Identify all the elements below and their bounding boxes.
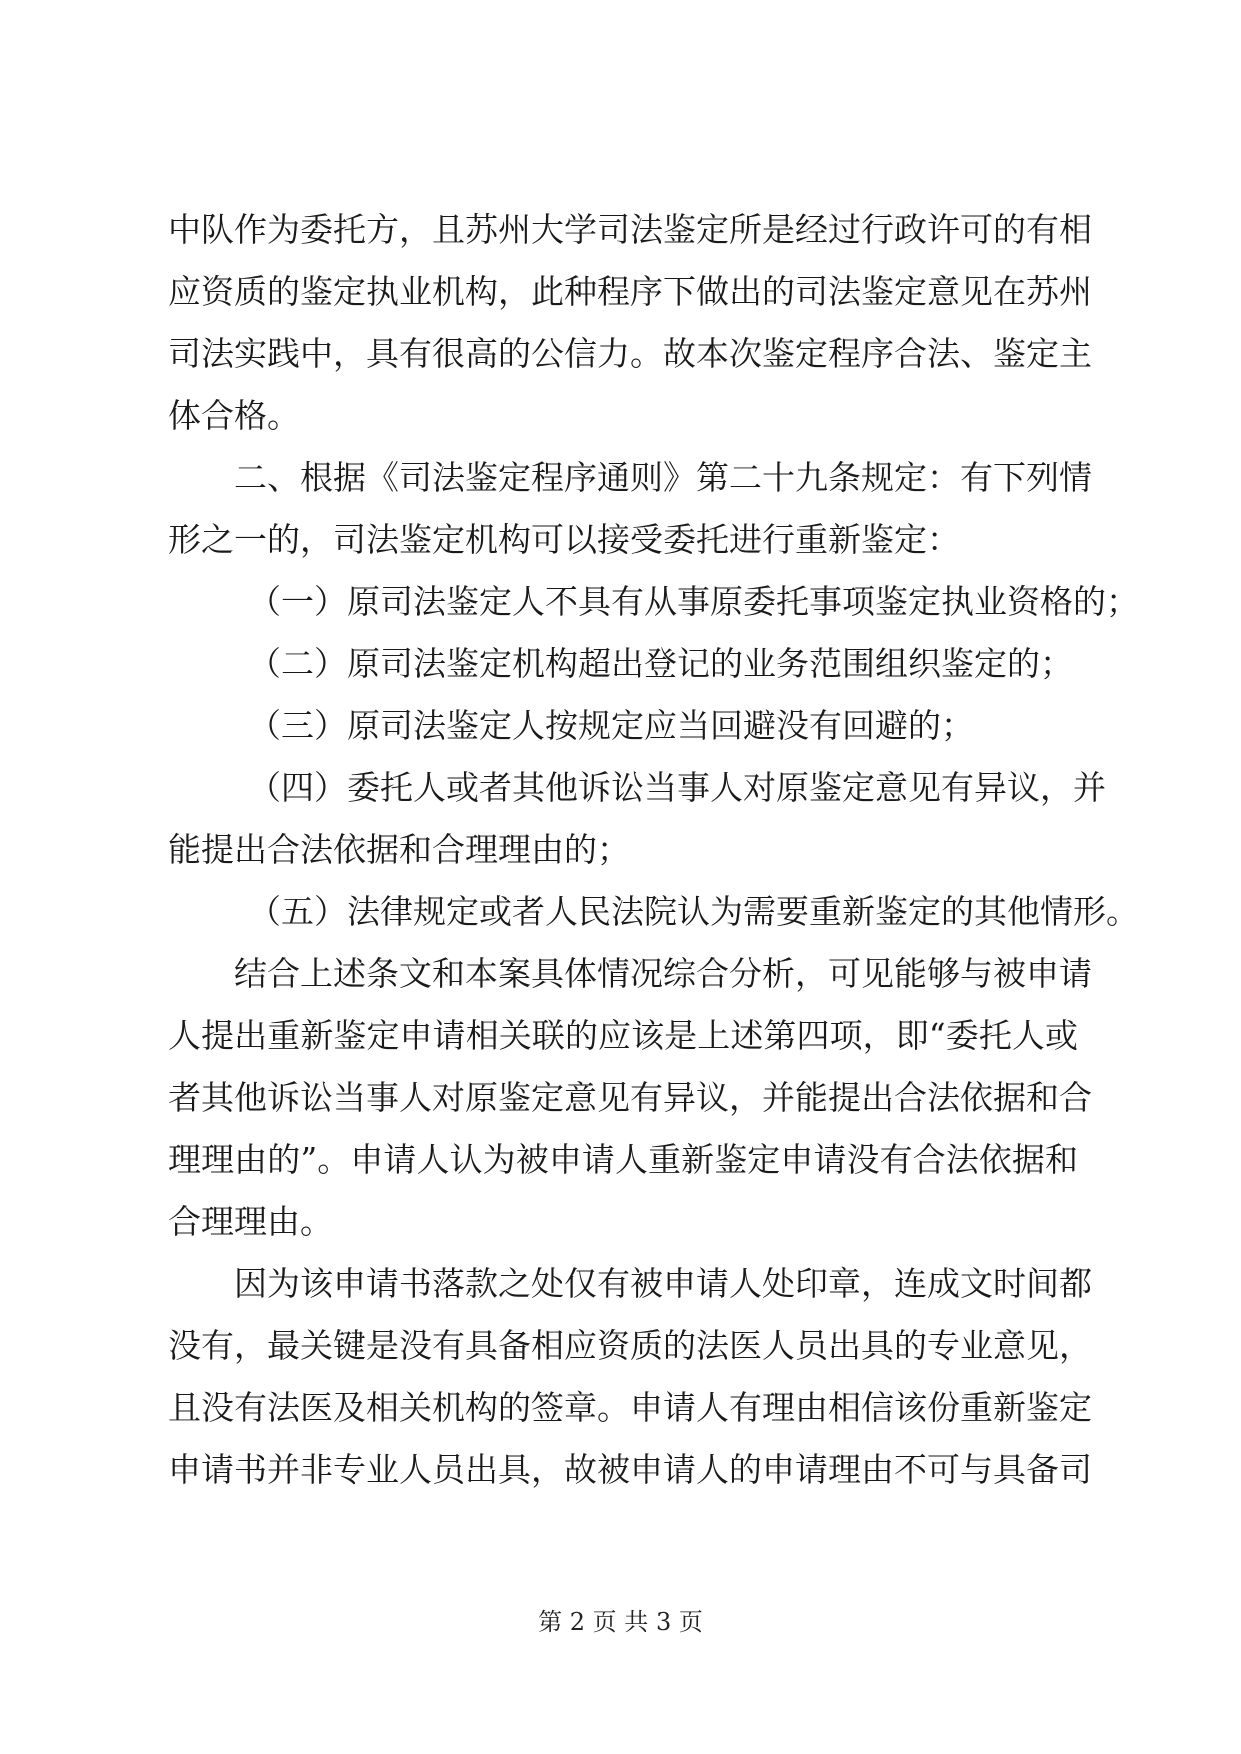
list-item: （三）原司法鉴定人按规定应当回避没有回避的；: [248, 706, 974, 745]
paragraph-line: 人提出重新鉴定申请相关联的应该是上述第四项，即“委托人或: [168, 1016, 1078, 1055]
list-item: （五）法律规定或者人民法院认为需要重新鉴定的其他情形。: [248, 892, 1139, 931]
paragraph-line: 且没有法医及相关机构的签章。申请人有理由相信该份重新鉴定: [168, 1388, 1092, 1427]
paragraph-line: 能提出合法依据和合理理由的；: [168, 830, 630, 869]
paragraph-line: 司法实践中，具有很高的公信力。故本次鉴定程序合法、鉴定主: [168, 334, 1092, 373]
paragraph-line: 体合格。: [168, 396, 300, 435]
list-item: （四）委托人或者其他诉讼当事人对原鉴定意见有异议，并: [248, 768, 1106, 807]
list-item: （一）原司法鉴定人不具有从事原委托事项鉴定执业资格的；: [248, 582, 1139, 621]
paragraph-line: 形之一的，司法鉴定机构可以接受委托进行重新鉴定：: [168, 520, 960, 559]
paragraph-line: 理理由的”。申请人认为被申请人重新鉴定申请没有合法依据和: [168, 1140, 1078, 1179]
paragraph-line: 者其他诉讼当事人对原鉴定意见有异议，并能提出合法依据和合: [168, 1078, 1092, 1117]
paragraph-line: 结合上述条文和本案具体情况综合分析，可见能够与被申请: [234, 954, 1092, 993]
paragraph-line: 应资质的鉴定执业机构，此种程序下做出的司法鉴定意见在苏州: [168, 272, 1092, 311]
list-item: （二）原司法鉴定机构超出登记的业务范围组织鉴定的；: [248, 644, 1073, 683]
paragraph-line: 中队作为委托方，且苏州大学司法鉴定所是经过行政许可的有相: [168, 210, 1092, 249]
paragraph-line: 申请书并非专业人员出具，故被申请人的申请理由不可与具备司: [168, 1450, 1092, 1489]
page-number-footer: 第 2 页 共 3 页: [538, 1608, 703, 1636]
paragraph-line: 没有，最关键是没有具备相应资质的法医人员出具的专业意见，: [168, 1326, 1092, 1365]
paragraph-line: 合理理由。: [168, 1202, 333, 1241]
paragraph-line: 二、根据《司法鉴定程序通则》第二十九条规定：有下列情: [234, 458, 1092, 497]
paragraph-line: 因为该申请书落款之处仅有被申请人处印章，连成文时间都: [234, 1264, 1092, 1303]
